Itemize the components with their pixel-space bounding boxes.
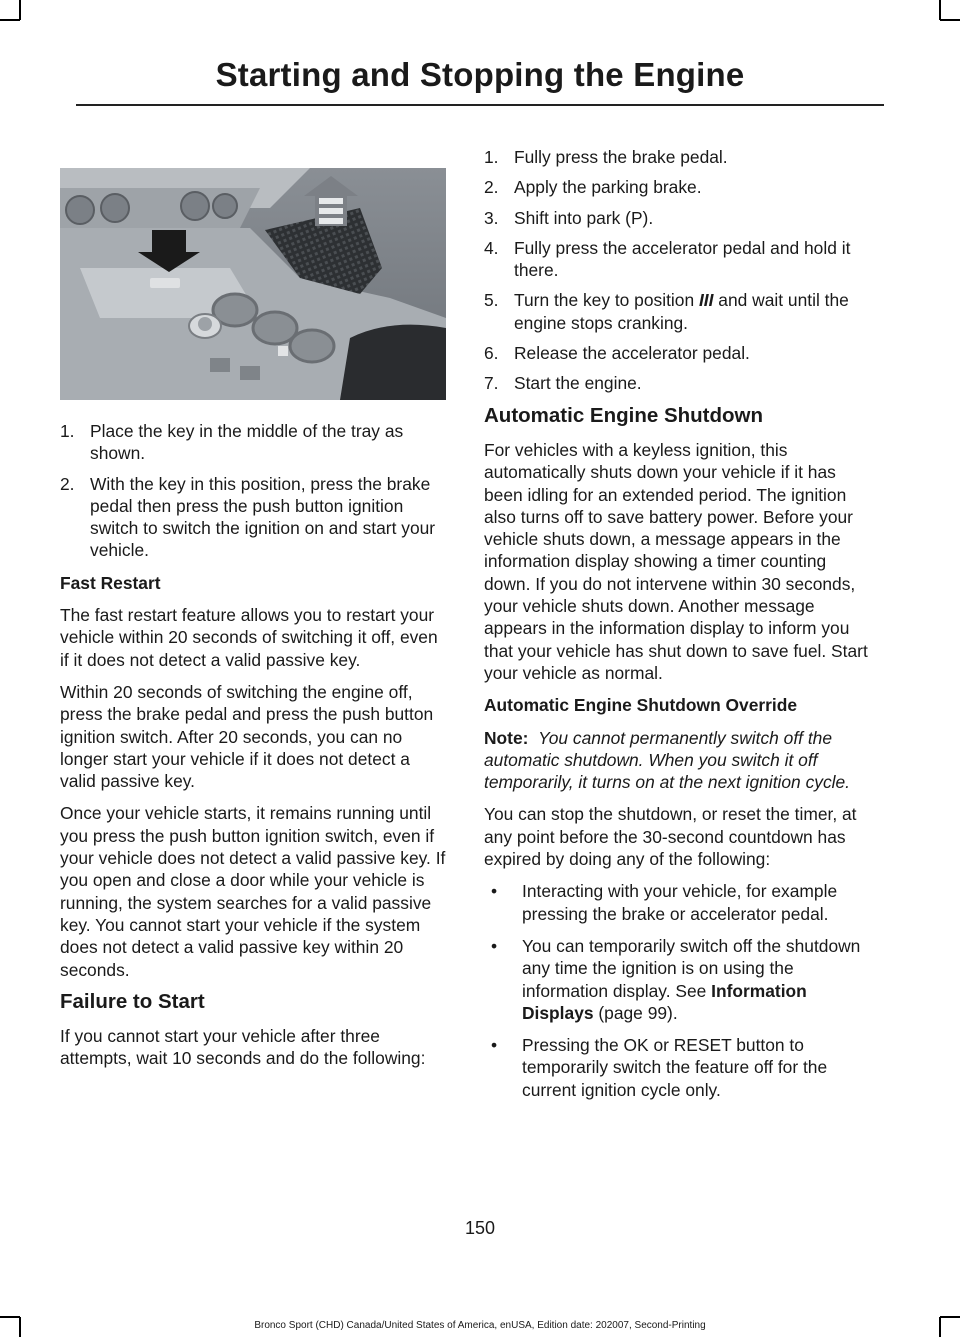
- list-item: 2. Apply the parking brake.: [484, 177, 702, 198]
- list-item: 1. Place the key in the middle of the tray as shown.: [60, 421, 404, 464]
- paragraph: The fast restart feature allows you to restart your vehicle within 20 seconds of switching it off, even if it does not detect a valid passive key.: [60, 605, 438, 670]
- note: Note: You cannot permanently switch off the automatic shutdown. When you switch it off temporarily, it turns on at the next ignition cycle.: [484, 727, 851, 793]
- paragraph: Once your vehicle starts, it remains running until you press the push button ignition switch, even if your vehicle does not detect a valid passive key. If you open and close a door while your vehicle is running, the system searches for a valid passive key. You cannot start your vehicle if the system does not detect a valid passive key within 20 seconds.: [60, 803, 446, 980]
- bullet-icon: •: [491, 881, 498, 902]
- crop-mark-br-h: [940, 1316, 960, 1318]
- list-item: 5. Turn the key to position III and wait until the engine stops cranking.: [484, 290, 849, 333]
- failure-to-start-heading: Failure to Start: [60, 989, 205, 1013]
- list-item: 6. Release the accelerator pedal.: [484, 343, 750, 364]
- crop-mark-tl-v: [19, 0, 21, 20]
- list-item: • You can temporarily switch off the shutdown any time the ignition is on using the information display. See Information Displays (page 99).: [491, 935, 861, 1023]
- list-item: 4. Fully press the accelerator pedal and hold it there.: [484, 237, 851, 281]
- bullet-icon: •: [491, 935, 498, 956]
- right-column: [484, 146, 876, 1111]
- key-position-label: III: [698, 290, 714, 311]
- fast-restart-heading: Fast Restart: [60, 572, 161, 593]
- header-divider: [76, 104, 884, 106]
- list-item: • Interacting with your vehicle, for example pressing the brake or accelerator pedal.: [491, 881, 838, 924]
- key-tray-steps: [60, 420, 446, 562]
- crop-mark-tl-h: [0, 19, 20, 21]
- crop-mark-tr-v: [939, 0, 941, 20]
- left-column: [60, 420, 446, 1080]
- key-tray-illustration: [60, 168, 446, 400]
- failure-steps: [484, 146, 876, 395]
- crop-mark-tr-h: [940, 19, 960, 21]
- paragraph: Within 20 seconds of switching the engine off, press the brake pedal and press the push button ignition switch. After 20 seconds, you can no longer start your vehicle if it does not detect a valid passive key.: [60, 681, 434, 792]
- list-item: 1. Fully press the brake pedal.: [484, 147, 728, 167]
- bullet-icon: •: [491, 1035, 498, 1056]
- paragraph: You can stop the shutdown, or reset the timer, at any point before the 30-second countdown has expired by doing any of the following:: [484, 804, 857, 870]
- list-item: 3. Shift into park (P).: [484, 207, 654, 228]
- paragraph: If you cannot start your vehicle after three attempts, wait 10 seconds and do the following:: [60, 1026, 426, 1069]
- override-options-list: [484, 880, 876, 1101]
- list-item: 2. With the key in this position, press the brake pedal then press the push button ignition switch to switch the ignition on and start your vehicle.: [60, 473, 436, 561]
- shutdown-override-heading: Automatic Engine Shutdown Override: [484, 695, 798, 716]
- crop-mark-bl-h: [0, 1316, 20, 1318]
- auto-shutdown-heading: Automatic Engine Shutdown: [484, 403, 764, 427]
- paragraph: For vehicles with a keyless ignition, this automatically shuts down your vehicle if it has been idling for an extended period. The ignition also turns off to save battery power. Before your vehicle shuts down, a message appears in the information display showing a timer counting down. If you do not intervene within 30 seconds, your vehicle shuts down. Another message appears in the information display to inform you that your vehicle has shut down to save fuel. Start your vehicle as normal.: [484, 439, 868, 683]
- page-title: Starting and Stopping the Engine: [215, 56, 745, 93]
- list-item: • Pressing the OK or RESET button to temporarily switch the feature off for the current ignition cycle only.: [491, 1035, 828, 1100]
- footer-edition-text: Bronco Sport (CHD) Canada/United States of America, enUSA, Edition date: 202007, Second-Printing: [254, 1320, 706, 1331]
- page-number: 150: [464, 1218, 496, 1238]
- list-item: 7. Start the engine.: [484, 373, 642, 394]
- information-displays-link[interactable]: Information Displays: [522, 980, 807, 1023]
